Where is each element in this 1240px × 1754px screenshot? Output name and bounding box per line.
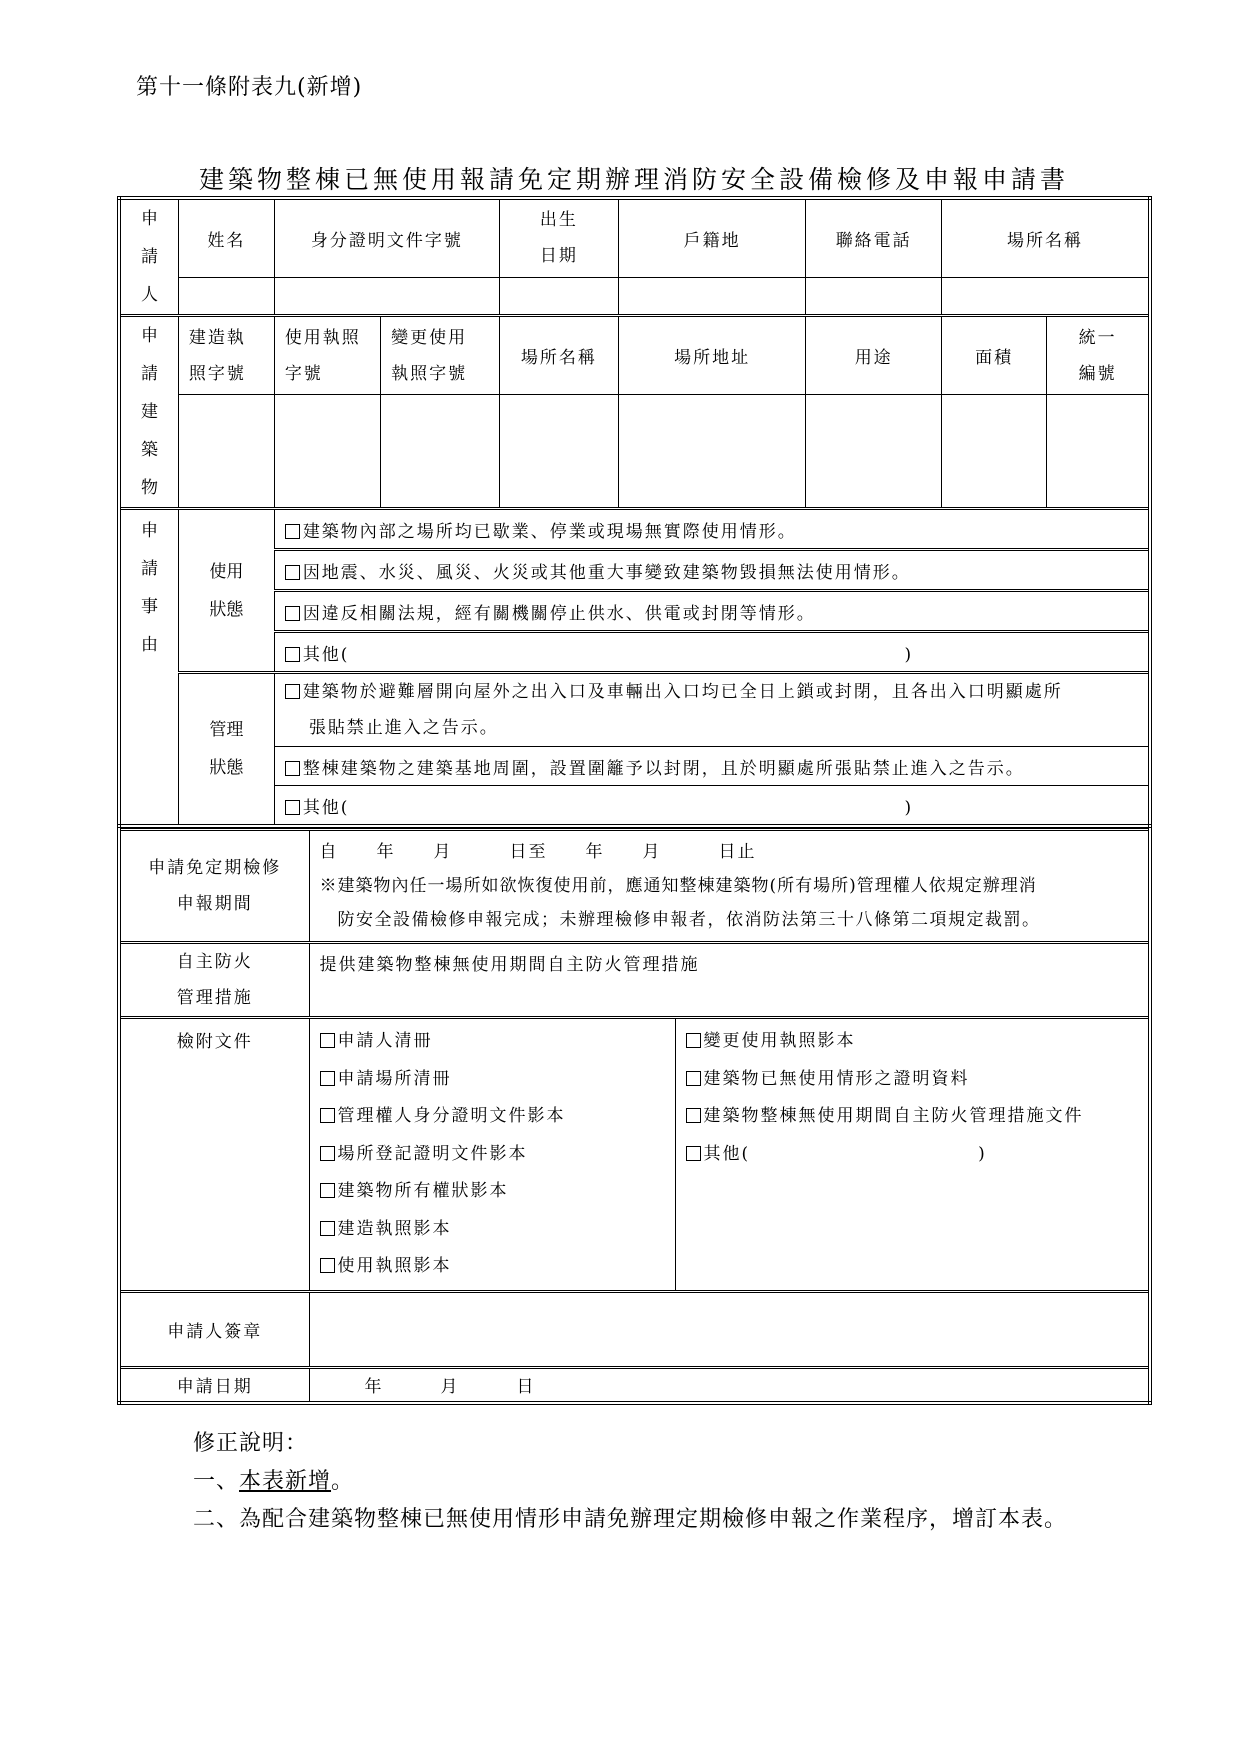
apply-date-row [119,1367,1150,1403]
reason-row-5 [119,673,1150,747]
fire-management-content[interactable]: 提供建築物整棟無使用期間自主防火管理措施 [309,943,1150,1018]
reason-row-4 [119,632,1150,673]
unified-number-field[interactable] [1047,395,1150,509]
applicant-name-field[interactable] [178,277,274,315]
signature-row [119,1291,1150,1367]
management-status-other[interactable]: 其他( ) [274,786,1150,827]
applicant-header-row [119,198,1150,277]
checkbox-icon[interactable] [285,647,300,662]
checkbox-icon[interactable] [320,1258,335,1273]
change-permit-field[interactable] [381,395,500,509]
revision-item-2: 二、為配合建築物整棟已無使用情形申請免辦理定期檢修申報之作業程序，增訂本表。 [193,1507,1068,1532]
apply-date-field[interactable]: 年 月 日 [309,1367,1150,1403]
applicant-phone-field[interactable] [806,277,942,315]
checkbox-icon[interactable] [285,800,300,815]
reason-row-6 [119,747,1150,786]
use-permit-field[interactable] [274,395,380,509]
application-form [117,196,1152,1405]
checkbox-icon[interactable] [285,524,300,539]
use-status-option[interactable]: 因違反相關法規，經有關機關停止供水、供電或封閉等情形。 [274,591,1150,632]
checkbox-icon[interactable] [285,761,300,776]
apply-date-label: 申請日期 [119,1367,309,1403]
header-phone: 聯絡電話 [806,198,942,277]
exemption-note-line2: 防安全設備檢修申報完成；未辦理檢修申報者，依消防法第三十八條第二項規定裁罰。 [337,910,1041,930]
attachment-item[interactable]: 建築物所有權狀影本 [320,1173,665,1211]
header-usage: 用途 [806,316,942,395]
attachment-item[interactable]: 管理權人身分證明文件影本 [320,1098,665,1136]
applicant-birth-field[interactable] [499,277,618,315]
header-id-number: 身分證明文件字號 [274,198,499,277]
header-venue-name: 場所名稱 [941,198,1150,277]
checkbox-icon[interactable] [320,1146,335,1161]
attachment-item[interactable]: 申請場所清冊 [320,1061,665,1099]
checkbox-icon[interactable] [285,684,300,699]
venue-address-field[interactable] [618,395,806,509]
attachment-other[interactable]: 其他( ) [686,1136,1139,1174]
exemption-period-row [119,830,1150,943]
attachment-item[interactable]: 建築物整棟無使用期間自主防火管理措施文件 [686,1098,1139,1136]
form-table [117,196,1152,828]
header-area: 面積 [941,316,1046,395]
building-venue-name-field[interactable] [499,395,618,509]
revision-notes [193,1425,1067,1539]
form-table-lower [117,828,1152,1405]
reason-row-7 [119,786,1150,827]
checkbox-icon[interactable] [285,565,300,580]
building-input-row [119,395,1150,509]
revision-heading: 修正說明： [193,1431,309,1456]
attachment-item[interactable]: 建築物已無使用情形之證明資料 [686,1061,1139,1099]
checkbox-icon[interactable] [320,1108,335,1123]
checkbox-icon[interactable] [320,1183,335,1198]
exemption-note-line1: ※建築物內任一場所如欲恢復使用前，應通知整棟建築物(所有場所)管理權人依規定辦理消 [319,876,1037,896]
checkbox-icon[interactable] [686,1146,701,1161]
management-status-label: 管理 狀態 [178,673,274,827]
document-title: 建築物整棟已無使用報請免定期辦理消防安全設備檢修及申報申請書 [198,165,1069,194]
header-name: 姓名 [178,198,274,277]
header-household: 戶籍地 [618,198,806,277]
revision-item-1: 一、本表新增。 [193,1469,355,1494]
usage-field[interactable] [806,395,942,509]
header-note: 第十一條附表九(新增) [136,75,363,100]
reason-section-label: 申 請 事 由 [119,509,178,827]
applicant-id-field[interactable] [274,277,499,315]
building-section-label: 申 請 建 築 物 [119,316,178,509]
fire-management-row [119,943,1150,1018]
header-change-permit: 變更使用 執照字號 [381,316,500,395]
checkbox-icon[interactable] [320,1033,335,1048]
construction-permit-field[interactable] [178,395,274,509]
reason-row-3 [119,591,1150,632]
attachment-item[interactable]: 申請人清冊 [320,1023,665,1061]
use-status-option[interactable]: 因地震、水災、風災、火災或其他重大事變致建築物毀損無法使用情形。 [274,550,1150,591]
signature-field[interactable] [309,1291,1150,1367]
area-field[interactable] [941,395,1046,509]
attachment-item[interactable]: 場所登記證明文件影本 [320,1136,665,1174]
header-construction-permit: 建造執 照字號 [178,316,274,395]
use-status-option[interactable]: 建築物內部之場所均已歇業、停業或現場無實際使用情形。 [274,509,1150,550]
header-birth-date: 出生 日期 [499,198,618,277]
applicant-venue-field[interactable] [941,277,1150,315]
checkbox-icon[interactable] [320,1221,335,1236]
fire-management-label: 自主防火 管理措施 [119,943,309,1018]
checkbox-icon[interactable] [686,1071,701,1086]
attachments-left-list [309,1018,675,1292]
header-use-permit: 使用執照 字號 [274,316,380,395]
applicant-section-label: 申 請 人 [119,198,178,316]
signature-label: 申請人簽章 [119,1291,309,1367]
attachment-item[interactable]: 使用執照影本 [320,1248,665,1286]
attachments-row [119,1018,1150,1292]
attachments-label: 檢附文件 [119,1018,309,1292]
checkbox-icon[interactable] [686,1033,701,1048]
checkbox-icon[interactable] [686,1108,701,1123]
applicant-input-row [119,277,1150,315]
checkbox-icon[interactable] [320,1071,335,1086]
use-status-label: 使用 狀態 [178,509,274,673]
reason-row-2 [119,550,1150,591]
exemption-period-label: 申請免定期檢修 申報期間 [119,830,309,943]
attachments-right-list [675,1018,1150,1292]
management-status-option[interactable]: 整棟建築物之建築基地周圍，設置圍籬予以封閉，且於明顯處所張貼禁止進入之告示。 [274,747,1150,786]
applicant-household-field[interactable] [618,277,806,315]
management-status-option[interactable]: 建築物於避難層開向屋外之出入口及車輛出入口均已全日上鎖或封閉，且各出入口明顯處所 張貼禁止進入之告示。 [274,673,1150,747]
use-status-other[interactable]: 其他( ) [274,632,1150,673]
checkbox-icon[interactable] [285,606,300,621]
attachment-item[interactable]: 建造執照影本 [320,1211,665,1249]
header-building-venue-name: 場所名稱 [499,316,618,395]
header-unified-number: 統一 編號 [1047,316,1150,395]
building-header-row [119,316,1150,395]
header-venue-address: 場所地址 [618,316,806,395]
exemption-date-range[interactable]: 自 年 月 日至 年 月 日止 [319,842,757,862]
reason-row-1 [119,509,1150,550]
attachment-item[interactable]: 變更使用執照影本 [686,1023,1139,1061]
exemption-period-content[interactable] [309,830,1150,943]
